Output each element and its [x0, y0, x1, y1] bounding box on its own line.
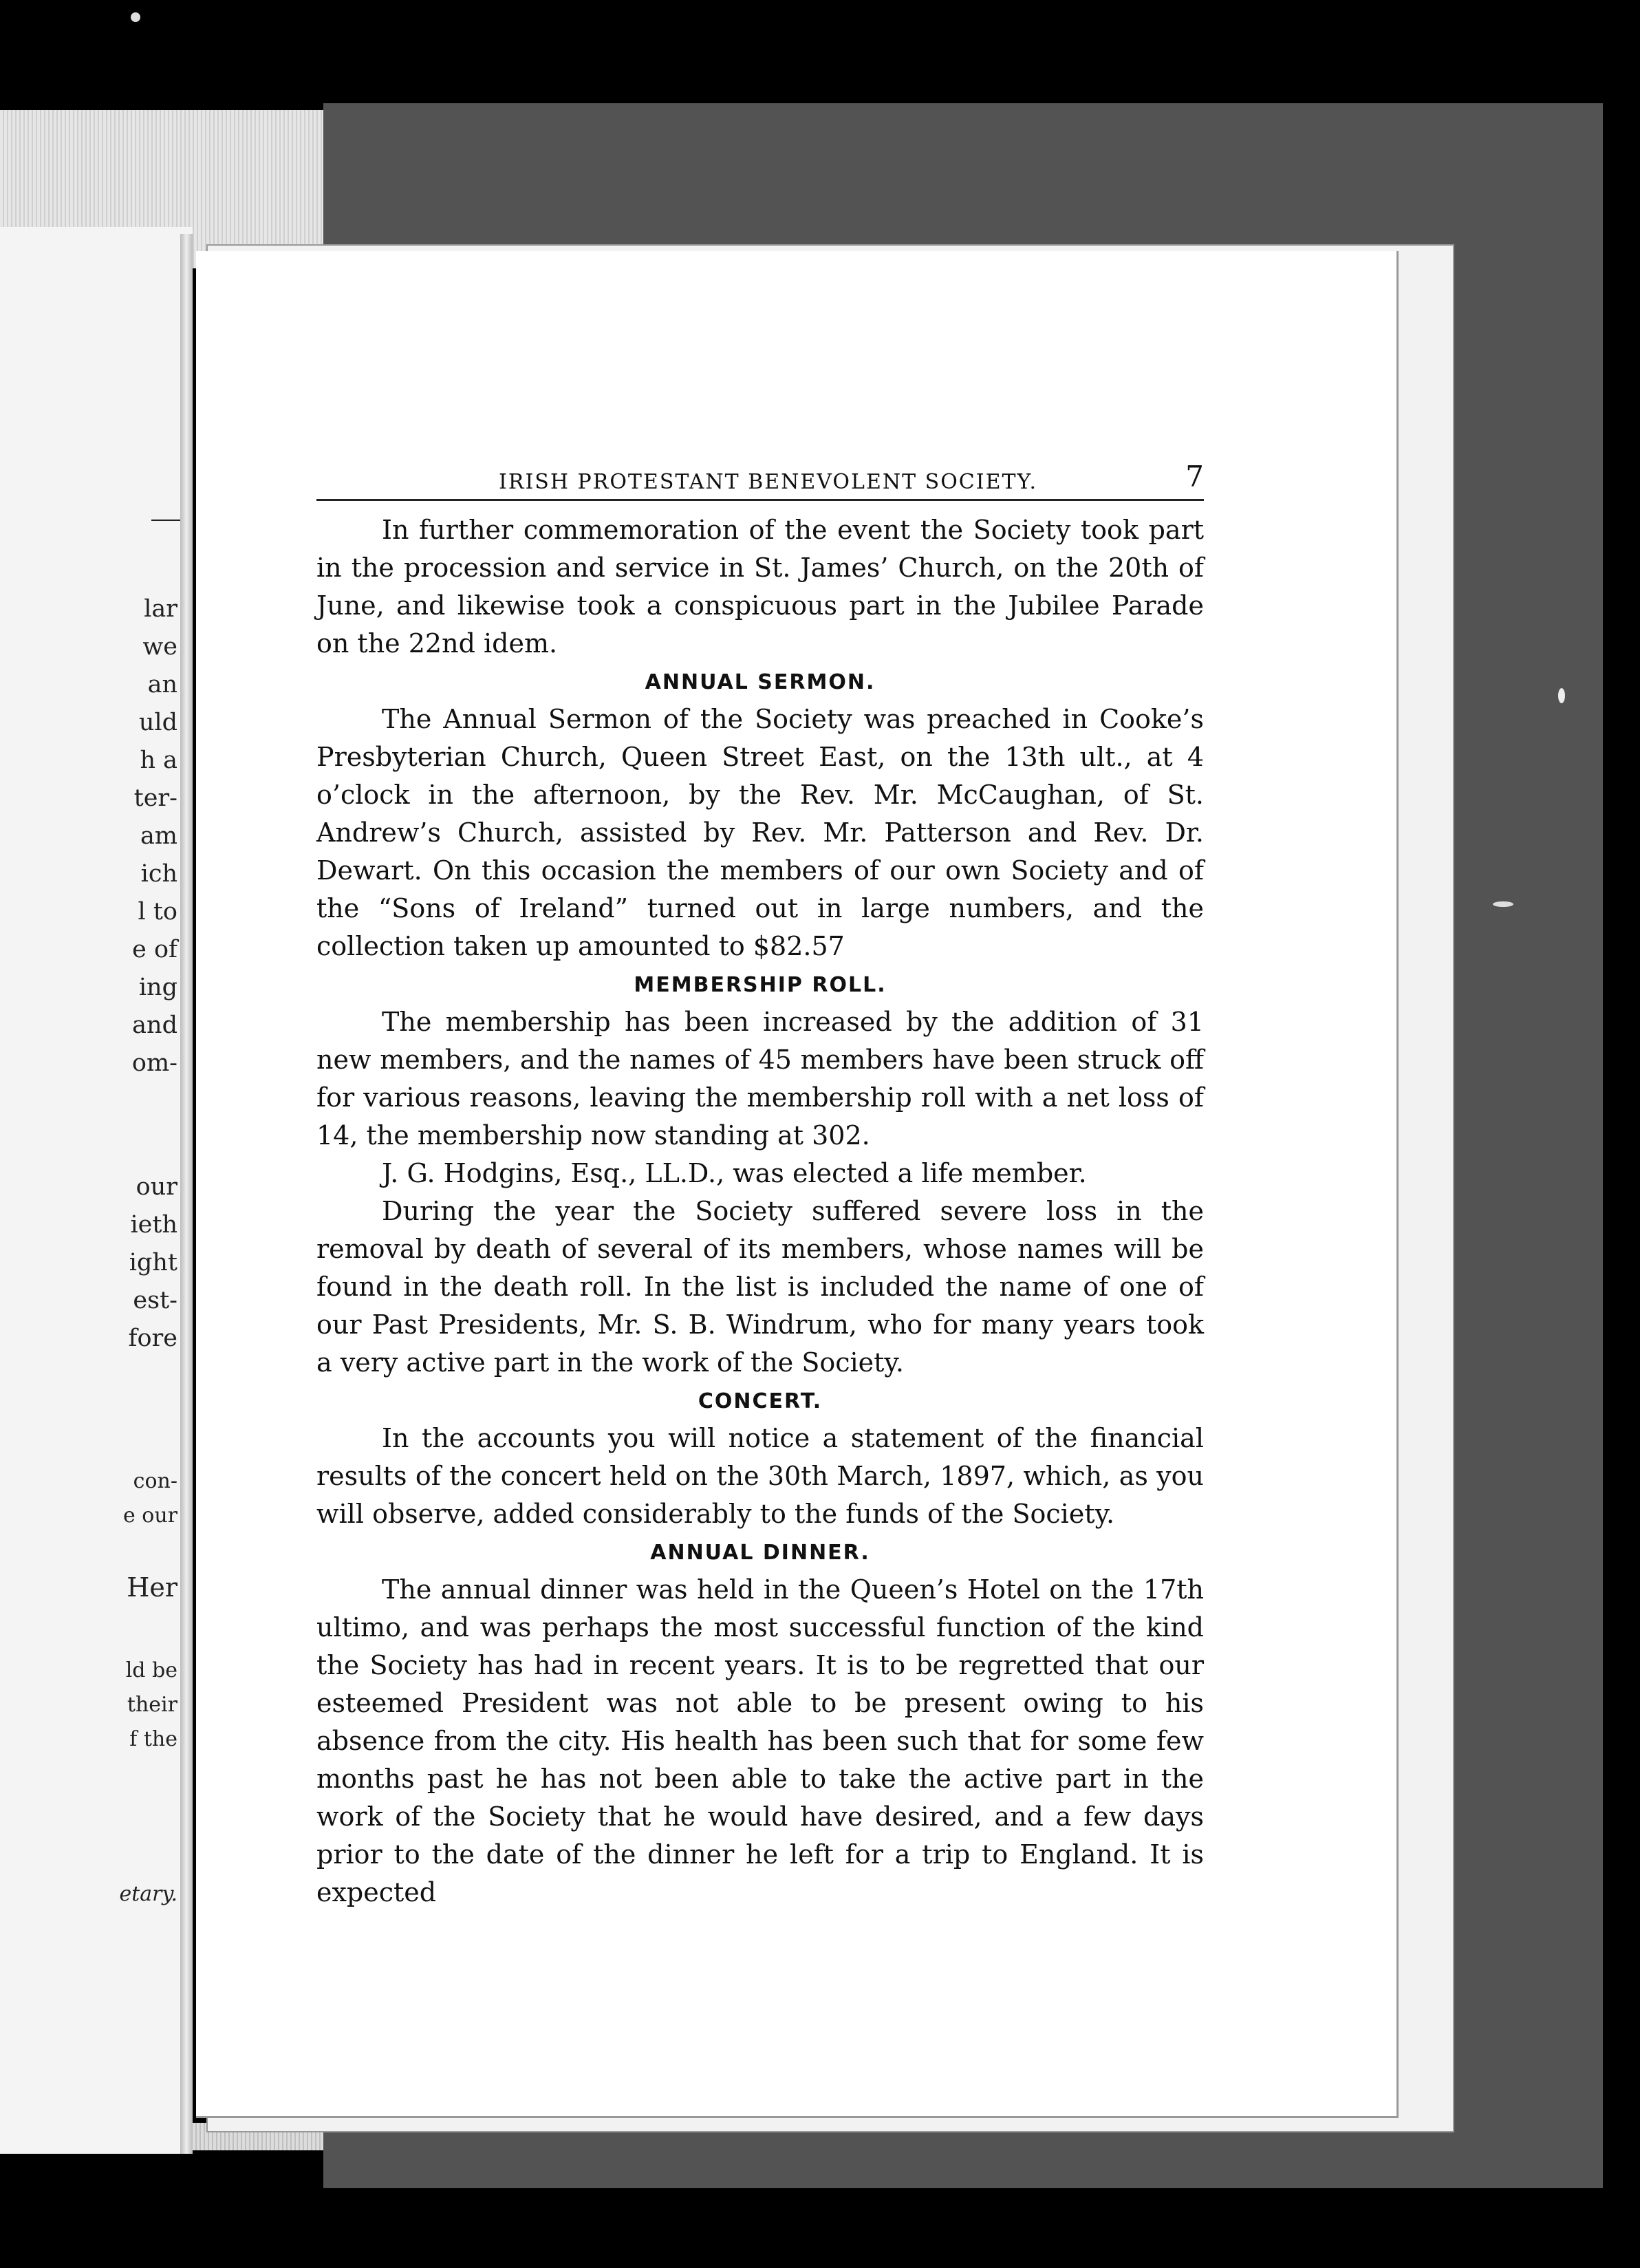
- right-page: [196, 251, 1399, 2118]
- scan-speck: [131, 12, 140, 22]
- dinner-paragraph: The annual dinner was held in the Queen’s Hotel on the 17th ultimo, and was perhaps the most successful function of the kind the Society has had in recent years. It is to be regretted that our esteemed President was not able to be present owing to his absence from the city. His health has been such that for some few months past he has not been able to take the active part in the work of the Society that he would have desired, and a few days prior to the date of the dinner he left for a trip to England. It is expected: [316, 1574, 1204, 1907]
- left-fragment: uld: [138, 709, 177, 736]
- running-head: [316, 458, 1204, 501]
- left-fragment: ing: [138, 974, 177, 1001]
- book-spine: [180, 234, 193, 2154]
- left-fragment: lar: [144, 595, 177, 623]
- left-fragment: ich: [140, 860, 177, 888]
- sermon-paragraph: The Annual Sermon of the Society was preached in Cooke’s Presbyterian Church, Queen Street East, on the 13th ult., at 4 o’clock in the afternoon, by the Rev. Mr. McCaughan, of St. Andrew’s Church, assisted by Rev. Mr. Patterson and Rev. Dr. Dewart. On this occasion the members of our own Society and of the “Sons of Ireland” turned out in large numbers, and the collection taken up amounted to $82.57: [316, 704, 1204, 961]
- left-fragment: ter-: [133, 784, 177, 812]
- left-fragment: f the: [129, 1727, 177, 1751]
- left-fragment: ieth: [130, 1211, 177, 1239]
- left-fragment: an: [147, 671, 177, 698]
- left-fragment: ight: [129, 1249, 177, 1276]
- page-number: 7: [1185, 460, 1204, 493]
- left-fragment: etary.: [119, 1882, 177, 1906]
- left-fragment: and: [132, 1012, 177, 1039]
- left-fragment: am: [140, 822, 177, 850]
- life-member-paragraph: J. G. Hodgins, Esq., LL.D., was elected a life member.: [382, 1158, 1087, 1188]
- left-fragment: con-: [133, 1469, 177, 1493]
- scan-speck: [1558, 688, 1565, 703]
- section-heading-membership: MEMBERSHIP ROLL.: [634, 973, 887, 997]
- left-fragment: e our: [122, 1504, 177, 1528]
- section-heading-dinner: ANNUAL DINNER.: [650, 1541, 870, 1565]
- scan-speck: [1493, 901, 1513, 907]
- membership-paragraph: The membership has been increased by the addition of 31 new members, and the names of 45 members have been struck off for various reasons, leaving the membership roll with a net loss of 14, the membership now standing at 302.: [316, 1007, 1204, 1151]
- left-fragment: their: [127, 1693, 177, 1717]
- left-fragment: ld be: [125, 1658, 177, 1682]
- left-fragment: h a: [140, 747, 177, 774]
- left-fragment: fore: [128, 1325, 177, 1352]
- text-block: [316, 458, 1204, 1912]
- left-fragment: Her: [127, 1572, 177, 1603]
- left-fragment: l to: [138, 898, 177, 926]
- left-fragment: e of: [132, 936, 177, 963]
- left-fragment: our: [136, 1173, 177, 1201]
- running-title: IRISH PROTESTANT BENEVOLENT SOCIETY.: [499, 470, 1037, 494]
- left-fragment: we: [142, 633, 177, 661]
- intro-paragraph: In further commemoration of the event the Society took part in the procession and service in St. James’ Church, on the 20th of June, and likewise took a conspicuous part in the Jubilee Parade on the 22nd idem.: [316, 515, 1204, 659]
- loss-paragraph: During the year the Society suffered severe loss in the removal by death of several of its members, whose names will be found in the death roll. In the list is included the name of one of our Past Presidents, Mr. S. B. Windrum, who for many years took a very active part in the work of the Society.: [316, 1196, 1204, 1378]
- section-heading-sermon: ANNUAL SERMON.: [645, 670, 876, 694]
- left-fragment: est-: [133, 1287, 177, 1314]
- left-page: [0, 227, 193, 2154]
- left-fragment: om-: [131, 1049, 177, 1077]
- concert-paragraph: In the accounts you will notice a statement of the financial results of the concert held on the 30th March, 1897, which, as you will observe, added considerably to the funds of the Society.: [316, 1423, 1204, 1529]
- section-heading-concert: CONCERT.: [698, 1389, 823, 1413]
